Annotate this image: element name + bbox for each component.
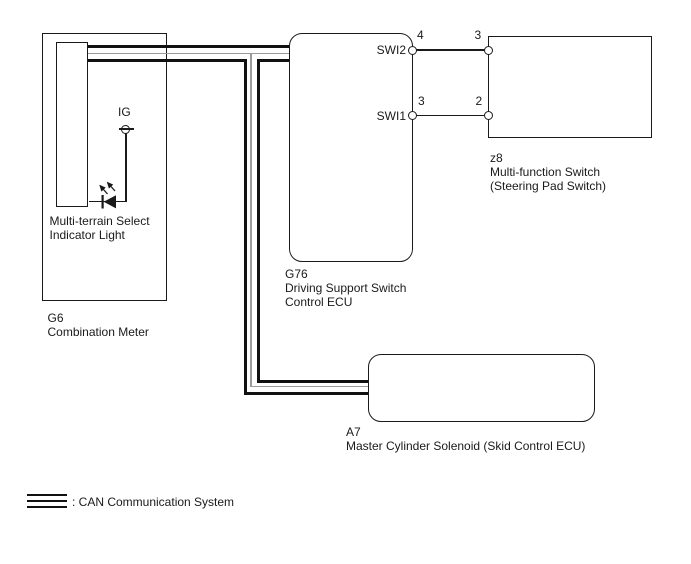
swi1-pin-ecu-label: 3	[418, 93, 425, 108]
can-bus-bottom-lower-stroke	[244, 392, 369, 395]
meter-label	[48, 311, 149, 339]
solenoid-name-label: Master Cylinder Solenoid (Skid Control ECU)	[346, 438, 586, 453]
switch-box	[488, 36, 652, 138]
can-bus-vertical-right-stroke	[257, 59, 260, 383]
ecu-box	[289, 33, 413, 262]
swi2-ecu-terminal-icon	[408, 46, 417, 55]
can-bus-top-lower-stroke-left	[88, 59, 247, 62]
swi2-pin-ecu-label: 4	[417, 28, 424, 42]
can-bus-bottom-upper-stroke	[257, 380, 369, 383]
solenoid-label	[346, 425, 585, 453]
swi1-pin-switch-label: 2	[475, 93, 483, 108]
switch-name-line2: (Steering Pad Switch)	[490, 179, 607, 193]
swi2-label: SWI2	[376, 43, 406, 57]
swi2-pin-switch-label: 3	[474, 28, 482, 42]
ecu-name-line1: Driving Support Switch	[285, 280, 407, 295]
switch-label	[490, 151, 606, 193]
can-bus-top-lower-stroke-right	[257, 59, 289, 62]
meter-name-label: Combination Meter	[47, 324, 149, 339]
swi1-label: SWI1	[376, 108, 406, 123]
ecu-name-line2: Control ECU	[285, 294, 353, 309]
indicator-light-label	[50, 214, 150, 242]
indicator-light-label-line1: Multi-terrain Select	[49, 213, 150, 228]
can-bus-vertical-left-stroke	[244, 59, 247, 395]
ecu-label	[285, 267, 406, 309]
can-bus-vertical-center-stroke	[250, 54, 252, 387]
can-bus-bottom-center-stroke	[250, 386, 368, 388]
swi1-ecu-terminal-icon	[408, 111, 417, 120]
swi1-switch-terminal-icon	[484, 111, 493, 120]
swi2-switch-terminal-icon	[484, 46, 493, 55]
solenoid-id-label: A7	[346, 424, 361, 439]
can-bus-top-upper-stroke	[88, 45, 289, 48]
swi1-wire	[412, 115, 489, 116]
can-legend-bar-2	[27, 500, 67, 503]
can-legend-bar-1	[27, 494, 67, 497]
solenoid-box	[368, 354, 595, 422]
indicator-unit-box	[56, 42, 88, 207]
led-icon	[86, 176, 130, 212]
can-legend-bar-3	[27, 506, 67, 509]
swi2-wire	[412, 49, 489, 50]
switch-name-line1: Multi-function Switch	[490, 165, 601, 179]
can-legend-label: : CAN Communication System	[72, 494, 235, 509]
indicator-light-label-line2: Indicator Light	[49, 227, 125, 242]
can-bus-top-center-stroke	[88, 53, 289, 55]
switch-id-label: z8	[490, 151, 503, 165]
meter-id-label: G6	[47, 310, 64, 325]
ig-label: IG	[118, 105, 131, 119]
ecu-id-label: G76	[285, 266, 308, 281]
